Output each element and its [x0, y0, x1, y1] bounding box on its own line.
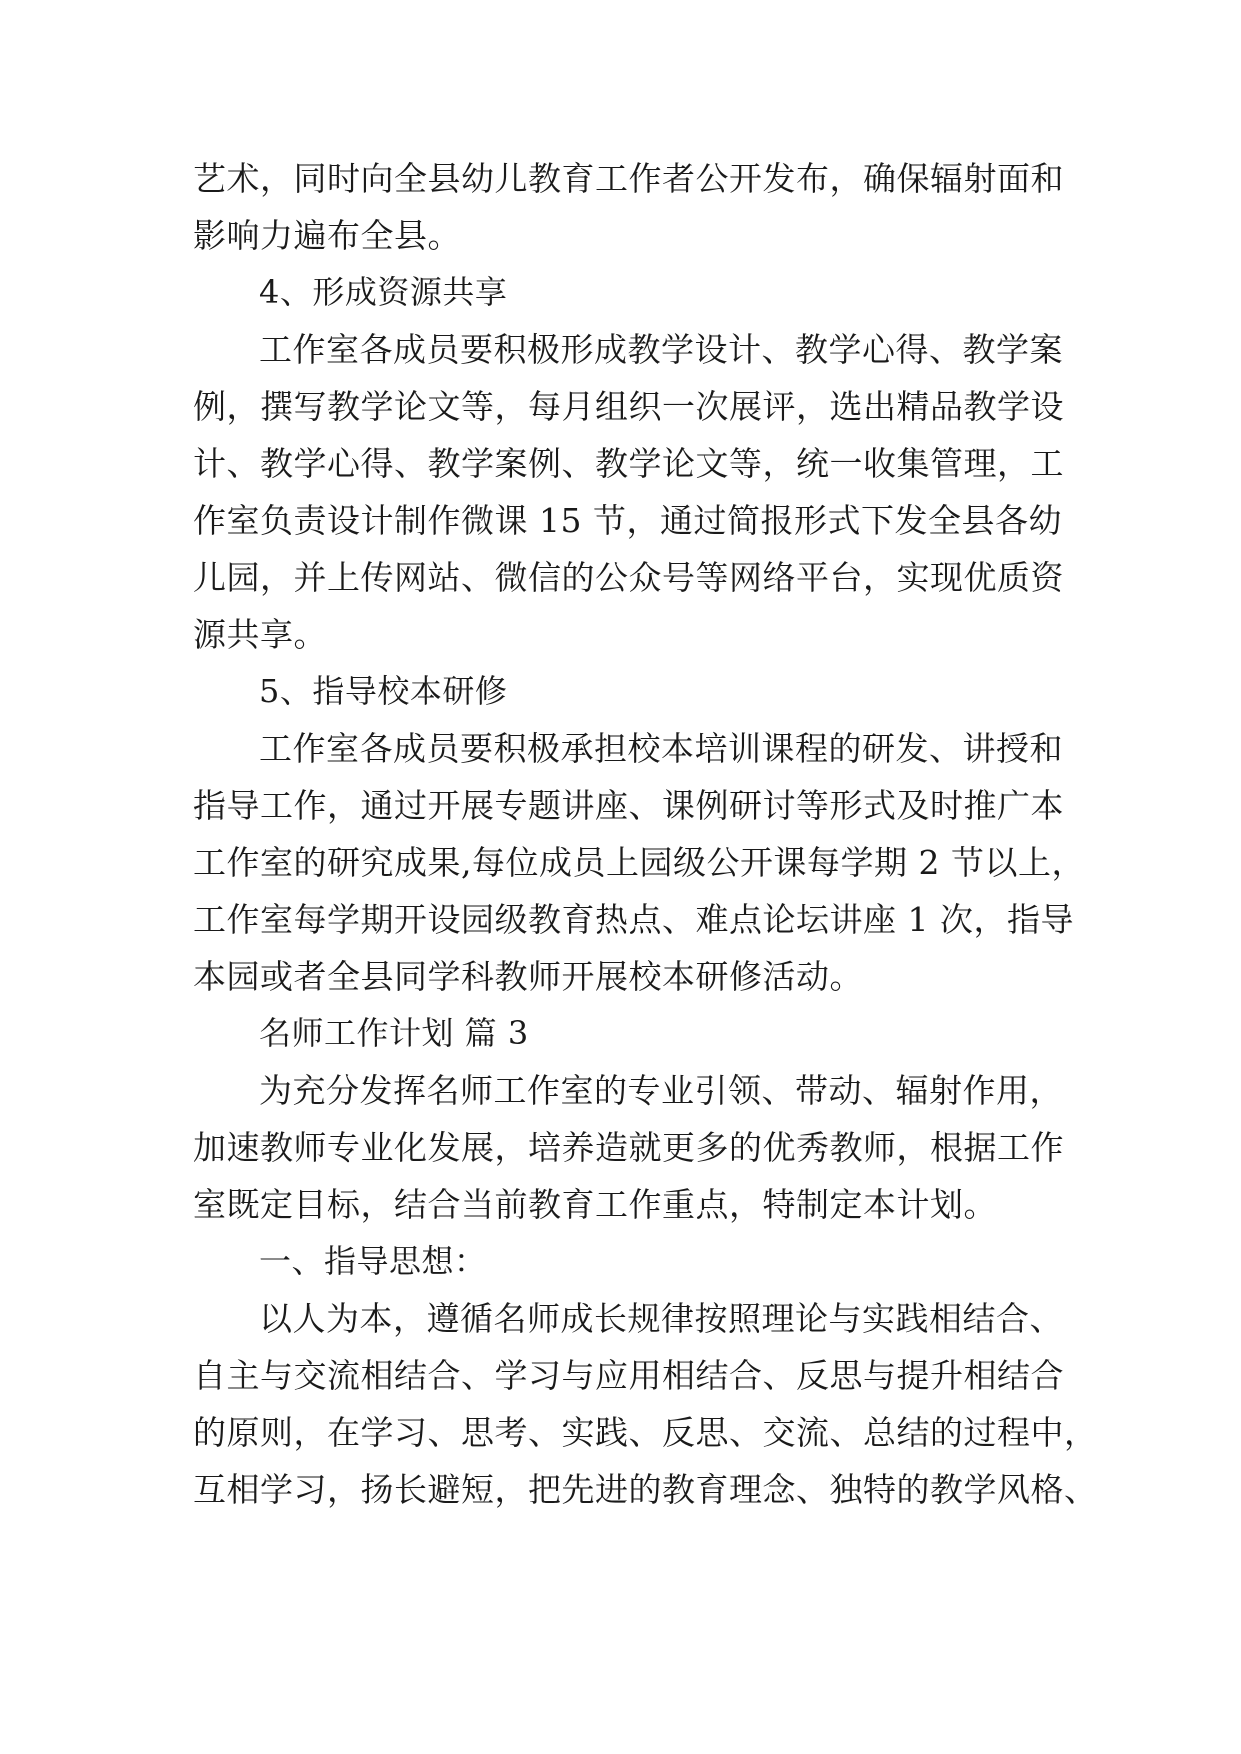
paragraph-line: 计、教学心得、教学案例、教学论文等，统一收集管理，工	[193, 444, 1064, 483]
section-heading: 4、形成资源共享	[259, 273, 508, 311]
paragraph-line: 的原则，在学习、思考、实践、反思、交流、总结的过程中，	[193, 1413, 1098, 1452]
paragraph-line: 指导工作，通过开展专题讲座、课例研讨等形式及时推广本	[193, 786, 1064, 825]
paragraph-line: 工作室的研究成果,每位成员上园级公开课每学期 2 节以上，	[193, 843, 1085, 882]
paragraph-line: 室既定目标，结合当前教育工作重点，特制定本计划。	[193, 1185, 997, 1224]
section-heading: 一、指导思想：	[259, 1242, 487, 1280]
paragraph-line: 工作室各成员要积极形成教学设计、教学心得、教学案	[259, 330, 1063, 369]
paragraph-line: 艺术，同时向全县幼儿教育工作者公开发布，确保辐射面和	[193, 159, 1064, 198]
paragraph-line: 影响力遍布全县。	[193, 216, 461, 255]
paragraph-line: 工作室各成员要积极承担校本培训课程的研发、讲授和	[259, 729, 1063, 768]
document-body	[193, 150, 1098, 1518]
paragraph-line: 儿园，并上传网站、微信的公众号等网络平台，实现优质资	[193, 558, 1064, 597]
paragraph-line: 源共享。	[193, 615, 327, 654]
paragraph-line: 本园或者全县同学科教师开展校本研修活动。	[193, 957, 863, 996]
paragraph-line: 加速教师专业化发展，培养造就更多的优秀教师，根据工作	[193, 1128, 1064, 1167]
paragraph-line: 为充分发挥名师工作室的专业引领、带动、辐射作用，	[259, 1071, 1063, 1110]
section-heading: 5、指导校本研修	[259, 672, 508, 710]
paragraph-line: 作室负责设计制作微课 15 节，通过简报形式下发全县各幼	[193, 501, 1062, 540]
paragraph-line: 以人为本，遵循名师成长规律按照理论与实践相结合、	[259, 1299, 1063, 1338]
paragraph-line: 互相学习，扬长避短，把先进的教育理念、独特的教学风格、	[193, 1470, 1098, 1509]
paragraph-line: 例，撰写教学论文等，每月组织一次展评，选出精品教学设	[193, 387, 1064, 426]
paragraph-line: 自主与交流相结合、学习与应用相结合、反思与提升相结合	[193, 1356, 1064, 1395]
article-title: 名师工作计划 篇 3	[259, 1014, 529, 1052]
paragraph-line: 工作室每学期开设园级教育热点、难点论坛讲座 1 次，指导	[193, 900, 1074, 939]
